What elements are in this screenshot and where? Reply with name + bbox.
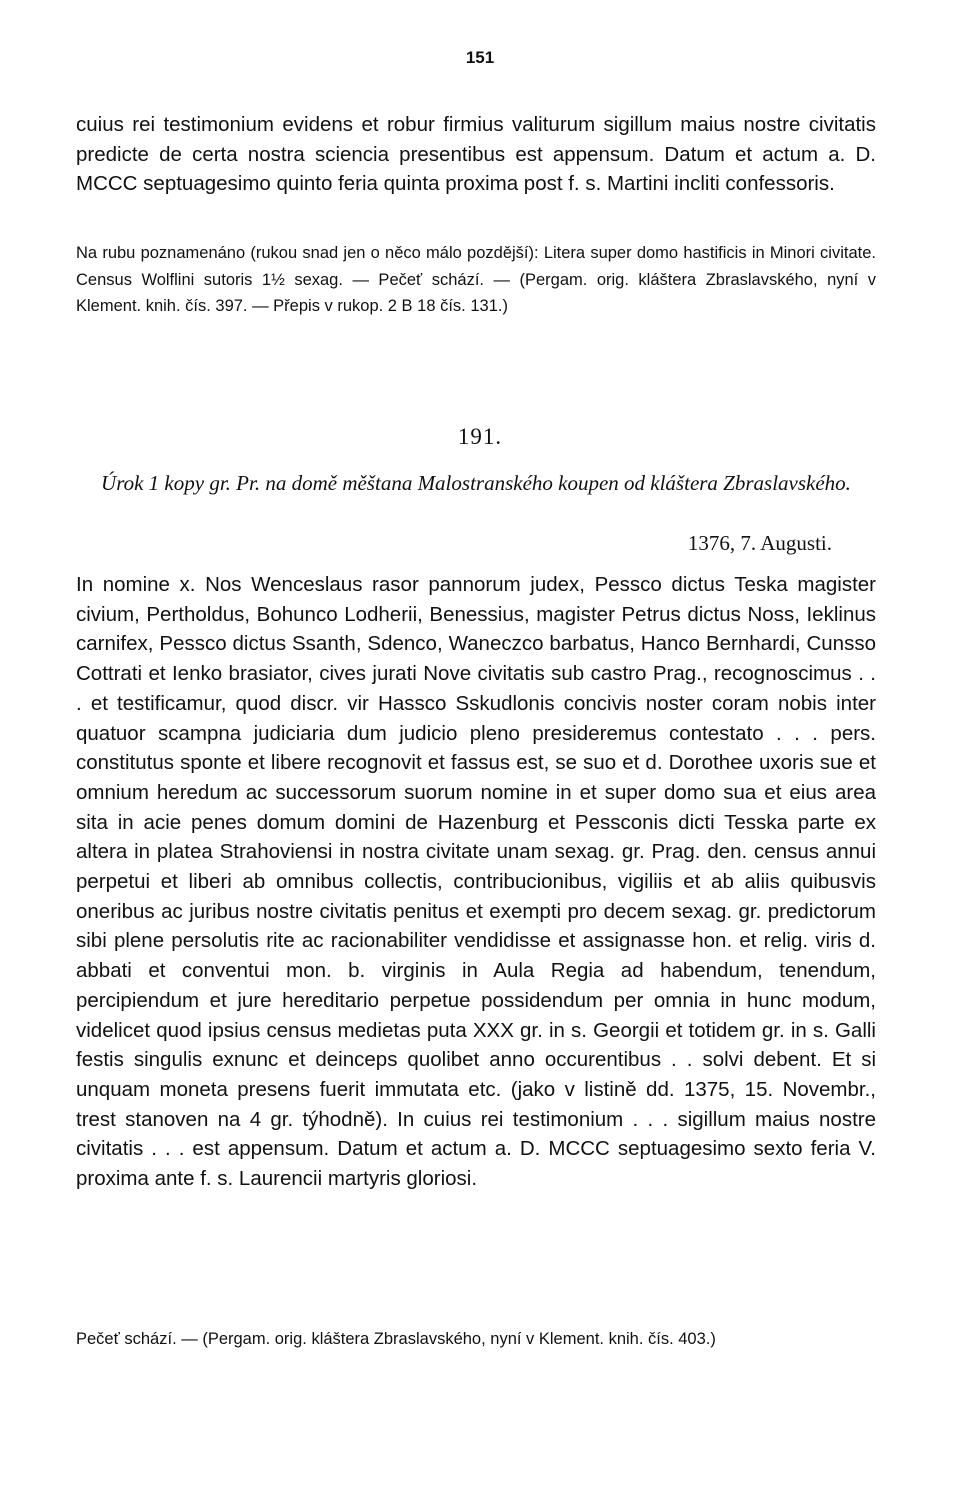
document-note: Pečeť schází. — (Pergam. orig. kláštera Zbraslavského, nyní v Klement. knih. čís. 403.) [76,1330,716,1348]
page-number: 151 [465,48,495,67]
document-number: 191. [457,424,503,449]
document-body: In nomine x. Nos Wenceslaus rasor pannorum judex, Pessco dictus Teska magister civium, Pertholdus, Bohunco Lodherii, Benessius, magister Petrus dictus Noss, Ieklinus carnifex, Pessco dictus Ssanth, Sdenco, Waneczco barbatus, Hanco Bernhardi, Cunsso Cottrati et Ienko brasiator, cives jurati Nove civitatis sub castro Prag., recognoscimus . . . et testificamur, quod discr. vir Hassco Sskudlonis concivis noster coram nobis inter quatuor scampna judiciaria dum judicio pleno presideremus contestato . . . pers. constitutus sponte et libere recognovit et fassus est, se suo et d. Dorothee uxoris sue et omnium heredum ac successorum suorum nomine in et super domo sua et eius area sita in acie penes domum domini de Hazenburg et Pessconis dicti Tesska parte ex altera in platea Strahoviensi in nostra civitate unam sexag. gr. Prag. den. census annui perpetui et liberi ab omnibus collectis, contribucionibus, vigiliis et ab aliis quibusvis oneribus ac juribus nostre civitatis penitus et exempti pro decem sexag. gr. predictorum sibi plene persolutis rite ac racionabiliter vendidisse et assignasse hon. et relig. viris d. abbati et conventui mon. b. virginis in Aula Regia ad habendum, tenendum, percipiendum et jure hereditario perpetue possidendum per omnia in hunc modum, videlicet quod ipsius census medietas puta XXX gr. in s. Georgii et totidem gr. in s. Galli festis singulis exnunc et deinceps quolibet anno occurentibus . . solvi debent. Et si unquam moneta presens fuerit immutata etc. (jako v listině dd. 1375, 15. Novembr., trest stanoven na 4 gr. týhodně). In cuius rei testimonium . . . sigillum maius nostre civitatis . . . est appensum. Datum et actum a. D. MCCC septuagesimo sexto feria V. proxima ante f. s. Laurencii martyris gloriosi. [76,573,876,1191]
document-date: 1376, 7. Augusti. [687,531,832,555]
intro-paragraph: cuius rei testimonium evidens et robur firmius valiturum sigillum maius nostre civitatis predicte de certa nostra sciencia presentibus est appensum. Datum et actum a. D. MCCC septuagesimo quinto feria quinta proxima post f. s. Martini incliti confessoris. [76,113,876,195]
document-title: Úrok 1 kopy gr. Pr. na domě měštana Malostranského koupen od kláštera Zbraslavského. [101,471,851,495]
editorial-note: Na rubu poznamenáno (rukou snad jen o něco málo pozdější): Litera super domo hastificis in Minori civitate. Census Wolflini sutoris 1½ sexag. — Pečeť schází. — (Pergam. orig. kláštera Zbraslavského, nyní v Klement. knih. čís. 397. — Přepis v rukop. 2 B 18 čís. 131.) [76,244,876,315]
